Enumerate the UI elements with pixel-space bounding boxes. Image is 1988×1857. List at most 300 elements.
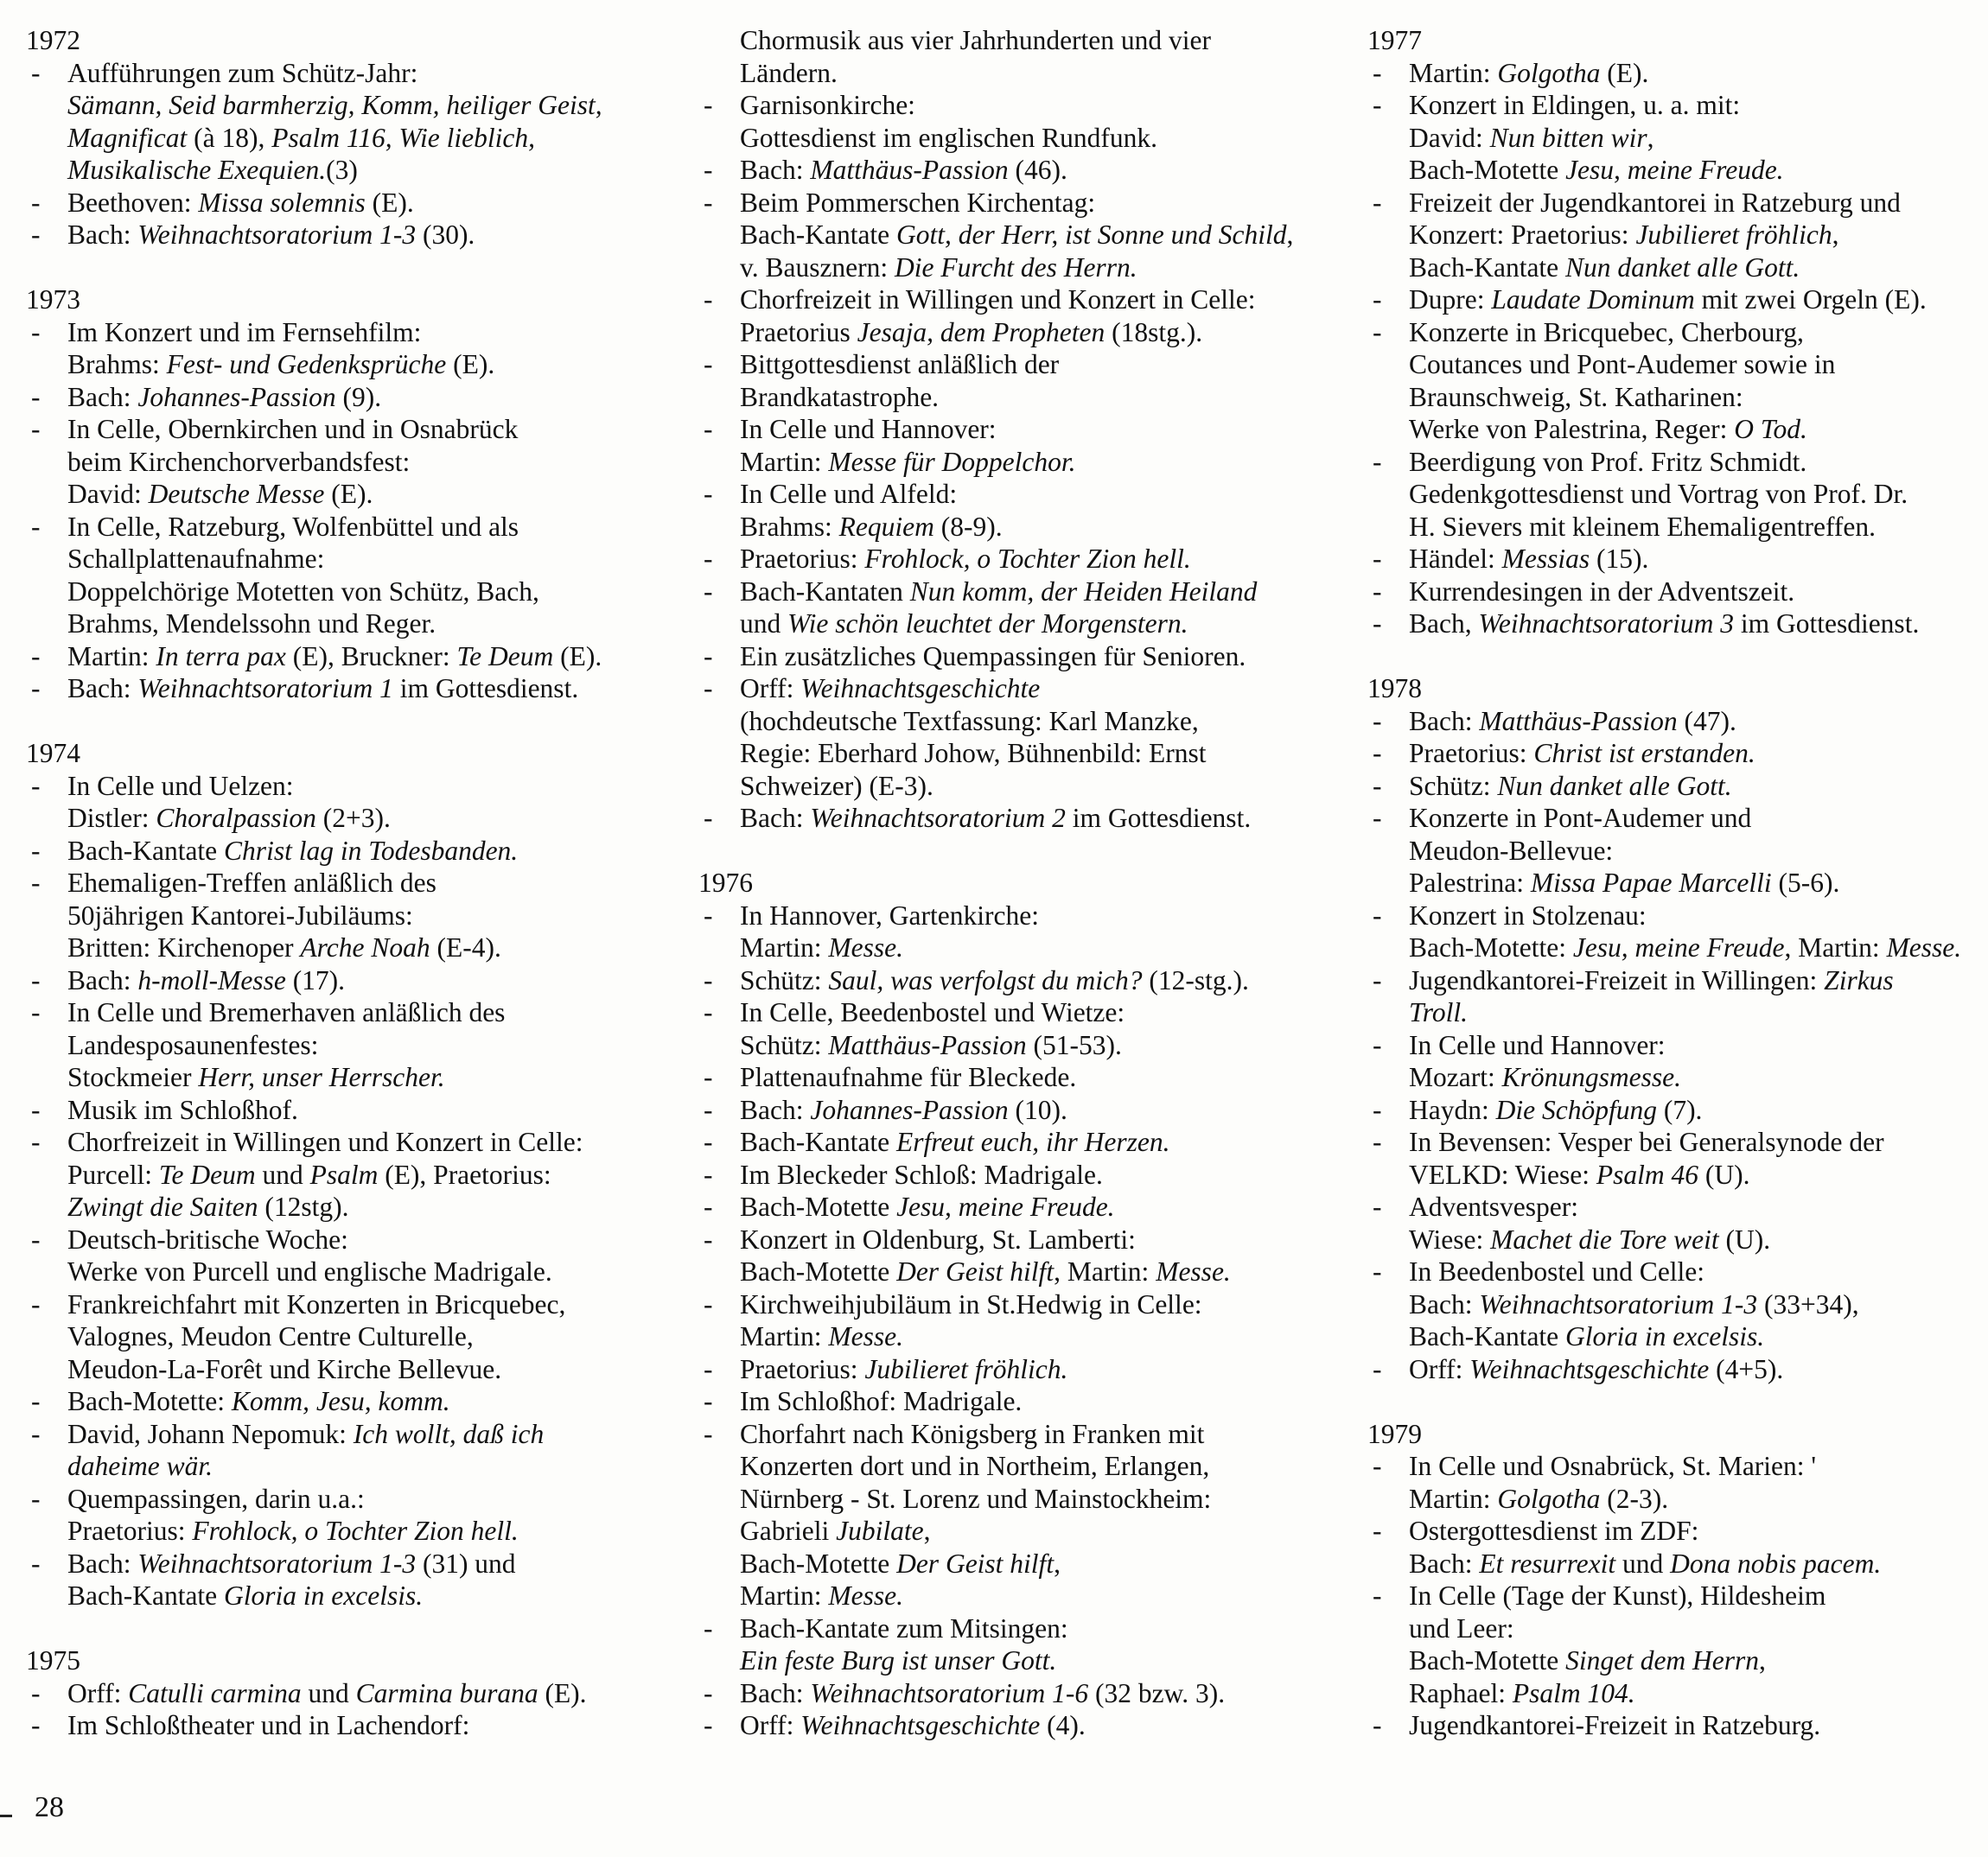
list-item [698,543,1355,576]
list-item-continuation [1367,1548,1988,1580]
list-item [26,1548,683,1580]
list-dash: - [1373,187,1382,218]
work-title: Saul, was verfolgst du mich? [828,964,1143,995]
list-item-continuation [1367,413,1988,446]
list-dash: - [1373,1580,1382,1611]
text-segment: Nürnberg - St. Lorenz und Mainstockheim: [740,1483,1212,1514]
text-segment: In Beedenbostel und Celle: [1409,1256,1705,1287]
list-item [698,964,1355,997]
list-item [26,835,683,868]
text-segment: Adventsvesper: [1409,1192,1578,1222]
work-title: Weihnachtsoratorium 2 [810,803,1066,833]
work-title: In terra pax [156,640,286,671]
text-segment: im Gottesdienst. [1733,608,1920,639]
list-dash: - [1373,544,1382,574]
list-dash: - [1373,964,1382,995]
list-item [26,57,683,90]
work-title: Messe. [828,1321,903,1351]
text-segment: (12stg). [258,1192,349,1222]
list-item-continuation [26,932,683,964]
list-item [1367,737,1988,770]
list-dash: - [31,640,41,671]
list-item-continuation [26,1159,683,1192]
year-heading [1367,672,1988,705]
text-segment: , [1759,1645,1766,1676]
spacer [1367,640,1988,673]
list-item [26,640,683,673]
work-title: Messe. [828,1580,903,1611]
text-segment: 1974 [26,738,80,768]
work-title: Matthäus-Passion [1479,705,1678,736]
text-segment: Ein zusätzliches Quempassingen für Senioren. [740,640,1246,671]
text-segment: 1978 [1367,673,1422,703]
list-item [26,219,683,251]
work-title: Zirkus [1824,964,1894,995]
work-title: Magnificat [67,122,188,153]
text-segment: Schütz: [740,1029,829,1060]
text-segment: Bach: [67,219,138,250]
work-title: Jesaja, dem Propheten [857,316,1106,347]
list-dash: - [31,511,41,542]
list-dash: - [31,1127,41,1157]
list-item [698,1385,1355,1418]
work-title: Musikalische Exequien. [67,155,327,185]
text-segment: Chorfahrt nach Königsberg in Franken mit [740,1418,1205,1449]
text-segment: Praetorius: [67,1516,193,1546]
text-segment: und [255,1159,310,1190]
list-dash: - [1373,446,1382,477]
text-segment: Orff: [67,1677,129,1708]
work-title: Ein feste Burg ist unser Gott. [740,1645,1057,1676]
text-segment: (8-9). [933,511,1003,542]
text-segment: Praetorius: [1409,738,1534,768]
list-item [698,154,1355,187]
list-item-continuation [26,576,683,608]
text-segment: , Martin: [1054,1256,1156,1287]
list-item-continuation [698,122,1355,155]
text-segment: (33+34), [1757,1288,1859,1320]
text-segment: Martin: [740,1580,829,1611]
list-dash: - [31,219,41,250]
text-segment: Bach-Kantate [67,1580,225,1611]
text-segment: , [923,1516,931,1546]
work-title: Die Furcht des Herrn. [895,251,1137,283]
work-title: Arche Noah [300,932,430,963]
list-dash: - [704,673,713,703]
text-segment: (31) und [416,1548,516,1579]
list-item-continuation [1367,835,1988,868]
list-item [698,900,1355,932]
text-segment: (5-6). [1771,868,1840,898]
year-heading [698,867,1355,900]
list-dash: - [704,900,713,931]
text-segment: (E). [553,640,602,671]
list-item [698,1709,1355,1742]
text-segment: Bach, [1409,608,1479,639]
text-segment: Gedenkgottesdienst und Vortrag von Prof. Dr. [1409,479,1908,509]
list-item-continuation [1367,348,1988,381]
column-3 [1367,24,1988,1742]
text-segment: (32 bzw. 3). [1088,1677,1226,1708]
year-heading [26,24,683,57]
list-item [698,283,1355,316]
text-segment: Bach: [67,673,138,703]
text-segment: Konzerte in Bricquebec, Cherbourg, [1409,316,1804,347]
text-segment: Konzerte in Pont-Audemer und [1409,803,1752,833]
list-dash: - [704,1159,713,1190]
work-title: Jesu, meine Freude [1572,932,1785,963]
list-item [26,770,683,803]
text-segment: (51-53). [1026,1029,1122,1060]
list-dash: - [704,1094,713,1125]
text-segment: In Celle und Alfeld: [740,479,958,509]
text-segment: In Celle, Beedenbostel und Wietze: [740,997,1125,1027]
work-title: Troll. [1409,997,1468,1027]
text-segment: Bach-Kantate [740,1127,897,1157]
text-segment: Orff: [740,1710,801,1740]
text-segment: Valognes, Meudon Centre Culturelle, [67,1321,474,1351]
list-item-continuation [1367,932,1988,964]
list-dash: - [704,544,713,574]
text-segment: (U). [1718,1224,1771,1255]
text-segment: Garnisonkirche: [740,90,915,120]
list-dash: - [1373,316,1382,347]
text-segment: (à 18), [187,122,272,153]
list-dash: - [704,1192,713,1222]
list-item-continuation [1367,1644,1988,1677]
list-item-continuation [698,1320,1355,1353]
work-title: Messe für Doppelchor. [828,446,1076,477]
work-title: Der Geist hilft [896,1256,1055,1287]
list-item-continuation [26,89,683,122]
text-segment: Im Schloßhof: Madrigale. [740,1386,1023,1416]
text-segment: Werke von Purcell und englische Madrigale. [67,1256,552,1287]
list-item-continuation [1367,251,1988,284]
work-title: Nun danket alle Gott. [1497,770,1732,801]
list-item-continuation [698,607,1355,640]
work-title: Dona nobis pacem. [1670,1548,1882,1579]
text-segment: (E). [324,479,373,509]
work-title: Frohlock, o Tochter Zion hell. [864,544,1191,574]
text-segment: Wiese: [1409,1224,1491,1255]
list-item [698,1191,1355,1224]
text-segment: 50jährigen Kantorei-Jubiläums: [67,900,413,931]
text-segment: Bach-Kantaten [740,576,910,607]
text-segment: Konzerten dort und in Northeim, Erlangen, [740,1451,1210,1481]
text-segment: (10). [1008,1094,1067,1125]
list-dash: - [704,576,713,607]
text-segment: In Celle und Osnabrück, St. Marien: ' [1409,1451,1817,1481]
work-title: Singet dem Herrn [1565,1645,1760,1676]
list-item-continuation [26,1515,683,1548]
text-segment: Kirchweihjubiläum in St.Hedwig in Celle: [740,1288,1202,1320]
text-segment: Brandkatastrophe. [740,381,940,412]
text-segment: Bach-Motette: [67,1386,232,1416]
list-item-continuation [698,770,1355,803]
list-dash: - [1373,803,1382,833]
work-title: Sämann, Seid barmherzig, Komm, heiliger Geist, [67,90,602,120]
work-title: Choralpassion [156,803,316,833]
list-item-continuation [26,1353,683,1386]
text-segment: Jugendkantorei-Freizeit in Willingen: [1409,964,1825,995]
list-item-continuation [698,1450,1355,1483]
text-segment: (46). [1008,155,1067,185]
column-2 [698,24,1355,1742]
text-segment: In Celle, Obernkirchen und in Osnabrück [67,414,519,444]
list-item [26,381,683,414]
list-item [1367,802,1988,835]
list-item [26,1385,683,1418]
list-item-continuation [1367,1061,1988,1094]
list-item-continuation [1367,1612,1988,1645]
list-item-continuation [1367,219,1988,251]
work-title: Gloria in excelsis. [224,1580,424,1611]
list-item-continuation [26,802,683,835]
text-segment: Doppelchörige Motetten von Schütz, Bach, [67,576,539,607]
text-segment: Landesposaunenfestes: [67,1029,319,1060]
text-segment: Ländern. [740,57,838,88]
list-item-continuation [26,900,683,932]
work-title: Komm, Jesu, komm. [231,1386,450,1416]
text-segment: Bach-Motette [740,1548,897,1579]
list-dash: - [704,1386,713,1416]
work-title: Weihnachtsoratorium 1-6 [810,1677,1089,1708]
list-item-continuation [26,543,683,576]
work-title: Te Deum [158,1159,256,1190]
list-dash: - [31,1548,41,1579]
year-heading [1367,1418,1988,1451]
text-segment: Bach: [740,1094,811,1125]
list-dash: - [704,640,713,671]
text-segment: David: [67,479,149,509]
work-title: Missa solemnis [198,187,366,218]
work-title: Jesu, meine Freude. [1565,155,1784,185]
work-title: Nun komm, der Heiden Heiland [909,576,1258,607]
list-item-continuation [698,381,1355,414]
text-segment: Schütz: [740,964,829,995]
text-segment: Bach: [740,803,811,833]
list-item-continuation [1367,1224,1988,1256]
list-item-continuation [26,478,683,511]
text-segment: Dupre: [1409,284,1492,315]
list-item [26,1677,683,1710]
text-segment: Praetorius: [740,544,865,574]
list-item [698,187,1355,219]
list-dash: - [704,964,713,995]
text-segment: Martin: [740,932,829,963]
work-title: Weihnachtsoratorium 1-3 [137,219,417,250]
list-item [26,867,683,900]
work-title: h-moll-Messe [137,964,286,995]
list-dash: - [1373,1094,1382,1125]
text-segment: Frankreichfahrt mit Konzerten in Bricquebec, [67,1288,566,1320]
text-segment: 1972 [26,25,80,55]
text-segment: Praetorius [740,316,857,347]
text-segment: (7). [1656,1094,1703,1125]
work-title: Weihnachtsoratorium 1-3 [137,1548,417,1579]
list-item-continuation [698,57,1355,90]
list-item-continuation [26,1061,683,1094]
text-segment: (30). [416,219,475,250]
text-segment: Aufführungen zum Schütz-Jahr: [67,57,418,88]
text-segment: Händel: [1409,544,1502,574]
list-item-continuation [698,932,1355,964]
work-title: Weihnachtsgeschichte [1469,1353,1710,1384]
work-title: Gott, der Herr, ist Sonne und Schild [896,219,1287,250]
text-segment: In Bevensen: Vesper bei Generalsynode der [1409,1127,1884,1157]
text-segment: Freizeit der Jugendkantorei in Ratzeburg und [1409,187,1901,218]
list-item [1367,1191,1988,1224]
list-item [698,640,1355,673]
list-dash: - [1373,608,1382,639]
list-dash: - [1373,900,1382,931]
text-segment: Gabrieli [740,1516,837,1546]
text-segment: Martin: [740,446,829,477]
work-title: Psalm 46 [1596,1159,1698,1190]
list-item [26,1709,683,1742]
text-segment: In Celle und Bremerhaven anläßlich des [67,997,506,1027]
text-segment: Kurrendesingen in der Adventszeit. [1409,576,1795,607]
text-segment: Schütz: [1409,770,1498,801]
work-title: Christ ist erstanden. [1533,738,1755,768]
text-segment: In Celle (Tage der Kunst), Hildesheim [1409,1580,1826,1611]
list-item [1367,1353,1988,1386]
list-item [698,1224,1355,1256]
text-segment: Schallplattenaufnahme: [67,544,325,574]
text-segment: Bach-Motette: [1409,932,1573,963]
year-heading [1367,24,1988,57]
page-corner-rule [0,1815,12,1817]
text-segment: Chorfreizeit in Willingen und Konzert in Celle: [67,1127,583,1157]
list-dash: - [31,964,41,995]
text-segment: (2-3). [1600,1483,1669,1514]
list-dash: - [31,1094,41,1125]
text-segment: Meudon-Bellevue: [1409,835,1614,866]
list-item-continuation [698,1580,1355,1612]
text-segment: Stockmeier [67,1062,199,1092]
work-title: Nun danket alle Gott. [1565,251,1800,283]
work-title: Messe. [828,932,903,963]
list-dash: - [31,673,41,703]
text-segment: (12-stg.). [1142,964,1249,995]
list-dash: - [31,1224,41,1255]
text-segment: 1973 [26,284,80,315]
list-item-continuation [26,1450,683,1483]
text-segment: Plattenaufnahme für Bleckede. [740,1062,1077,1092]
list-item [1367,543,1988,576]
list-dash: - [1373,1192,1382,1222]
spacer [1367,1385,1988,1418]
text-segment: und [301,1677,356,1708]
list-item-continuation [1367,122,1988,155]
work-title: Messe. [1156,1256,1231,1287]
list-dash: - [31,1483,41,1514]
list-item [26,187,683,219]
list-item [698,996,1355,1029]
text-segment: Werke von Palestrina, Reger: [1409,414,1735,444]
list-item-continuation [698,316,1355,349]
text-segment: Brahms: [67,349,167,379]
text-segment: Bach-Kantate [740,219,897,250]
text-segment: v. Bausznern: [740,251,895,283]
text-segment: Bach-Kantate [1409,251,1566,283]
text-segment: Braunschweig, St. Katharinen: [1409,381,1743,412]
list-dash: - [704,997,713,1027]
text-segment: 1975 [26,1645,80,1676]
list-item [698,1288,1355,1321]
work-title: Psalm 104. [1512,1677,1635,1708]
list-item-continuation [1367,867,1988,900]
text-segment: Schweizer) (E-3). [740,770,933,801]
text-segment: Im Konzert und im Fernsehfilm: [67,316,422,347]
text-segment: (15). [1590,544,1649,574]
list-dash: - [704,1224,713,1255]
list-item-continuation [26,446,683,479]
list-dash: - [1373,1451,1382,1481]
work-title: Requiem [838,511,934,542]
list-item [1367,187,1988,219]
list-item [1367,964,1988,997]
text-segment: VELKD: Wiese: [1409,1159,1596,1190]
text-segment: Bach-Motette [740,1192,897,1222]
work-title: Jubilieret fröhlich [1635,219,1832,250]
work-title: Krönungsmesse. [1501,1062,1681,1092]
text-segment: In Celle und Hannover: [1409,1029,1666,1060]
text-segment: Konzert in Eldingen, u. a. mit: [1409,90,1741,120]
text-segment: Konzert in Stolzenau: [1409,900,1647,931]
list-dash: - [31,997,41,1027]
text-segment: Beim Pommerschen Kirchentag: [740,187,1096,218]
year-heading [26,737,683,770]
work-title: Weihnachtsoratorium 1 [137,673,393,703]
work-title: Frohlock, o Tochter Zion hell. [192,1516,519,1546]
text-segment: In Celle und Hannover: [740,414,997,444]
text-segment: , [1054,1548,1061,1579]
list-item-continuation [26,1580,683,1612]
work-title: Messias [1501,544,1590,574]
list-dash: - [31,187,41,218]
list-item-continuation [1367,1483,1988,1516]
work-title: Fest- und Gedenksprüche [166,349,447,379]
list-item [1367,1094,1988,1127]
list-dash: - [704,803,713,833]
list-dash: - [1373,576,1382,607]
list-dash: - [31,316,41,347]
list-item-continuation [698,219,1355,251]
work-title: Golgotha [1497,57,1601,88]
text-segment: Bach-Motette [740,1256,897,1287]
work-title: Weihnachtsgeschichte [800,673,1041,703]
list-dash: - [31,1288,41,1320]
list-item-continuation [698,446,1355,479]
text-segment: , [1647,122,1654,153]
work-title: Jubilieret fröhlich. [864,1353,1068,1384]
text-segment: (E). [538,1677,587,1708]
text-segment: Martin: [1409,1483,1498,1514]
text-segment: Bach: [67,381,138,412]
text-segment: mit zwei Orgeln (E). [1694,284,1927,315]
list-item [698,1126,1355,1159]
work-title: Gloria in excelsis. [1565,1321,1765,1351]
list-item [26,1126,683,1159]
list-item-continuation [1367,381,1988,414]
list-dash: - [704,155,713,185]
work-title: Psalm [309,1159,379,1190]
work-title: Zwingt die Saiten [67,1192,258,1222]
list-item [698,1353,1355,1386]
list-item [1367,900,1988,932]
text-segment: (3) [326,155,358,185]
